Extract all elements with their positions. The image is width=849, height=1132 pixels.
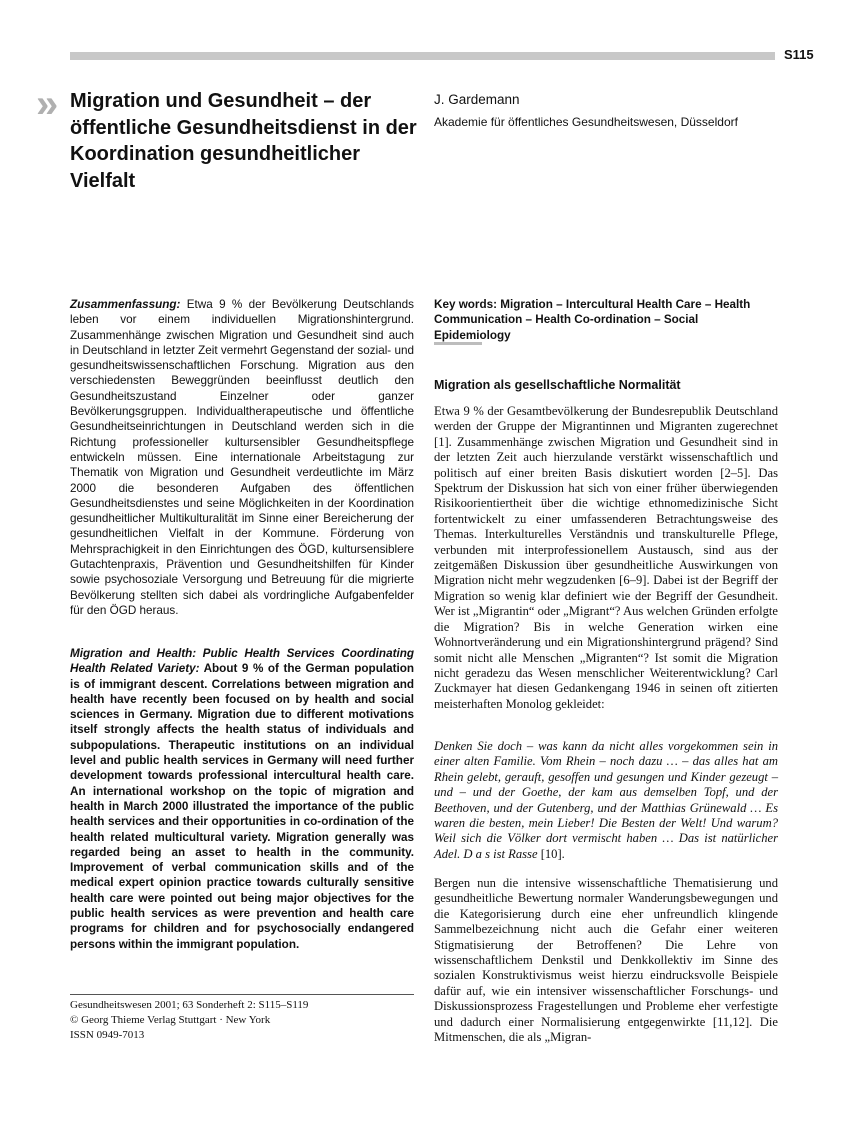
abstract-english-heading: Migration and Health: Public Health Services Coordinating Health Related Variety: xyxy=(70,647,414,676)
page-number: S115 xyxy=(784,47,814,62)
abstract-german-text: Etwa 9 % der Bevölkerung Deutschlands leben vor einem individuellen Migrationshintergrund. Zusammenhänge zwischen Migration und Gesundheit sind auch in Deutschland in letzter Zeit vermehrt Gegenstand der sozial- und gesundheitswissenschaftlichen Forschung. Migration aus den verschiedensten Beweggründen beeinflusst deutlich den Gesundheitszustand Einzelner oder ganzer Bevölkerungsgruppen. Individualtherapeutische und öffentliche Gesundheitseinrichtungen in Deutschland werden sich in die Richtung professioneller kultursensibler Gesundheitspflege entwickeln müssen. Eine internationale Arbeitstagung zur Thematik von Migration und Gesundheit verdeutlichte im März 2000 die besonderen Aufgaben des öffentlichen Gesundheitsdienstes und seine Möglichkeiten in der Koordination gesundheitlicher Multikulturalität im Sinne einer Bereicherung der gesundheitlichen Vielfalt in der Kommune. Förderung von Mehrsprachigkeit in den Einrichtungen des ÖGD, kultursensiblere Gutachtenpraxis, Prävention und Gesundheitshilfen für Kinder sowie psychosoziale Versorgung und Betreuung für die migrierte Bevölkerung stellten sich dabei als vordringliche Aufgabenfelder für den ÖGD heraus. xyxy=(70,298,414,617)
abstract-english-text: About 9 % of the German population is of immigrant descent. Correlations between migration and health have recently been focused on by health and social sciences in Germany. Migration due to different motivations itself strongly affects the health status of individuals and subpopulations. Therapeutic institutions on an individual level and public health services in Germany will need further development towards professional intercultural health care. An international workshop on the topic of migration and health in March 2000 illustrated the importance of the public health services and their opportunities in co-ordination of the health related multicultural variety. Migration generally was regarded being an asset to health in the community. Improvement of verbal communication skills and of the medical expert opinion practice towards culturally sensitive health care were pointed out being major objectives for the public health services as were prevention and health care programs for children and for psychosocially endangered persons within the immigrant population. xyxy=(70,662,414,951)
keywords xyxy=(434,297,778,343)
author-name: J. Gardemann xyxy=(434,92,520,107)
section-heading: Migration als gesellschaftliche Normalität xyxy=(434,378,681,392)
body-paragraph-2: Bergen nun die intensive wissenschaftliche Thematisierung und gesundheitliche Bewertung normaler Wanderungsbewegungen und die Kategorisierung durch eine eher unfreundlich klingende Sammelbezeichnung nicht auch die Gefahr einer weiteren Stigmatisierung der Betroffenen? Die Lehre von wissenschaftlichem Denkstil und Denkkollektiv im Sinne des sozialen Konstruktivismus weist hierzu eindrucksvolle Beispiele dafür auf, wie ein intensiver wissenschaftlicher Forschungs- und Diskussionsprozess Fragestellungen und Probleme eher verfestigte und dadurch einer Normalisierung entgegenwirkte [11,12]. Die Mitmenschen, die als „Migran- xyxy=(434,876,778,1045)
article-title: Migration und Gesundheit – der öffentliche Gesundheitsdienst in der Koordination gesundheitlicher Vielfalt xyxy=(70,90,417,192)
keywords-text: Migration – Intercultural Health Care – Health Communication – Health Co-ordination – Social Epidemiology xyxy=(434,298,751,342)
quote-reference: [10]. xyxy=(537,846,565,861)
keywords-heading: Key words: xyxy=(434,298,497,311)
journal-citation: Gesundheitswesen 2001; 63 Sonderheft 2: S115–S119 xyxy=(70,999,309,1011)
body-paragraph-1: Etwa 9 % der Gesamtbevölkerung der Bundesrepublik Deutschland werden der Gruppe der Migrantinnen und Migranten zugerechnet [1]. Zusammenhänge zwischen Migration und Gesundheit sind in der letzten Zeit auch hierzulande verstärkt wissenschaftlich und politisch auf einer breiten Basis diskutiert worden [2–5]. Das Spektrum der Diskussion hat sich von einer früher überwiegenden Risikoorientiertheit über die wichtige ethnomedizinische Sicht fortentwickelt zu einer umfassenderen Betrachtungsweise des Themas. Interkulturelles Verständnis und transkulturelle Pflege, verbunden mit interprofessionellem Austausch, sind aus der zeitgemäßen Diskussion über gesundheitliche Auswirkungen von Migration nicht mehr wegzudenken [6–9]. Dabei ist der Begriff der Migration so wenig klar definiert wie der Begriff der Gesundheit. Wer ist „Migrantin“ oder „Migrant“? Aus welchen Gründen erfolgte die Migration? Bis in welche Generation wirken eine Wohnortveränderung und ein Migrationshintergrund prägend? Sind somit nicht alle Menschen „Migranten“? Ist somit die Migration nicht geradezu das Wesen menschlicher Weiterentwicklung? Carl Zuckmayer hat diesen Gedankengang 1946 in seinen oft zitierten meisterhaften Monolog gekleidet: xyxy=(434,404,778,711)
author-affiliation: Akademie für öffentliches Gesundheitswesen, Düsseldorf xyxy=(434,115,738,129)
block-quote xyxy=(434,739,778,862)
abstract-german-heading: Zusammenfassung: xyxy=(70,298,181,311)
publisher-line: © Georg Thieme Verlag Stuttgart · New York xyxy=(70,1014,271,1026)
header-rule xyxy=(70,52,775,60)
issn-line: ISSN 0949-7013 xyxy=(70,1029,145,1041)
decor-quote-icon: » xyxy=(36,82,55,126)
citation-footer xyxy=(70,998,308,1043)
quote-text: Denken Sie doch – was kann da nicht alles vorgekommen sein in einer alten Familie. Vom Rhein – noch dazu … – das alles hat am Rhein gelebt, gerauft, gesoffen und gesungen und Kinder gezeugt – und – und der Goethe, der kam aus demselben Topf, und der Beethoven, und der Gutenberg, und der Matthias Grünewald … Es waren die besten, mein Lieber! Die Besten der Welt! Und warum? Weil sich die Völker dort vermischt haben … Das ist natürlicher Adel. D a s ist Rasse xyxy=(434,739,778,861)
abstract-english xyxy=(70,646,414,952)
keywords-divider xyxy=(434,342,482,345)
abstract-german xyxy=(70,297,414,618)
footer-rule xyxy=(70,994,414,995)
